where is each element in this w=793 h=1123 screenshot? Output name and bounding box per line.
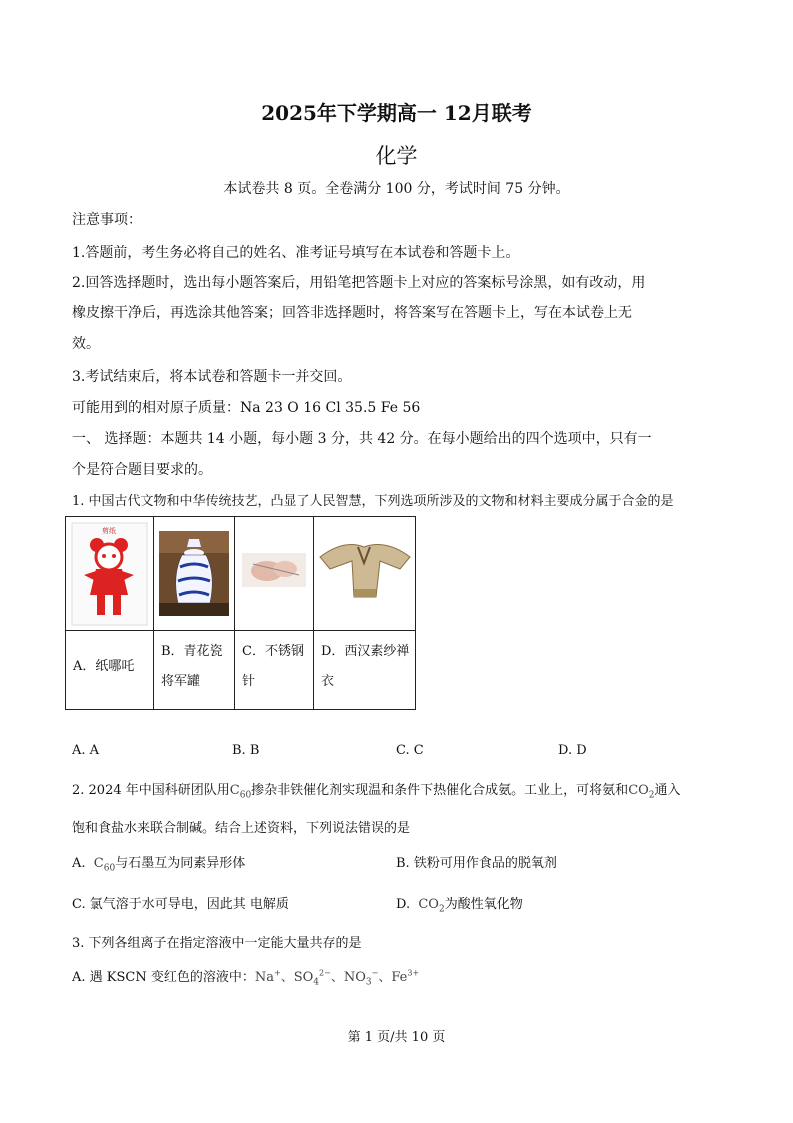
q1-option-a-label: A．纸哪吒 (66, 631, 154, 710)
q1-stem: 1. 中国古代文物和中华传统技艺，凸显了人民智慧，下列选项所涉及的文物和材料主要成分属于合金的是 (72, 494, 674, 509)
section1-line1: 一、 选择题：本题共 14 小题，每小题 3 分，共 42 分。在每小题给出的四个选项中，只有一 (72, 431, 652, 447)
page-footer: 第 1 页/共 10 页 (347, 1030, 446, 1045)
note-item-1: 1.答题前，考生务必将自己的姓名、准考证号填写在本试卷和答题卡上。 (72, 245, 520, 261)
q2-stem-part-c: 通入 (654, 783, 681, 798)
q1-options-table (65, 516, 416, 710)
atomic-mass-line: 可能用到的相对原子质量：Na 23 O 16 Cl 35.5 Fe 56 (72, 400, 421, 416)
blue-white-porcelain-jar-image (154, 517, 234, 630)
q2-stem-part-a: 2. 2024 年中国科研团队用 (72, 783, 230, 798)
q1-answer-b: B. B (232, 743, 260, 758)
q2-option-b: B. 铁粉可用作食品的脱氧剂 (396, 856, 557, 871)
subject-title: 化学 (375, 144, 418, 168)
q2-option-d: D. $CO_2$为酸性氧化物 (396, 897, 523, 915)
q1-option-d-label: D．西汉素纱禅衣 (314, 631, 416, 710)
note-item-2-line3: 效。 (72, 336, 100, 352)
co2-formula-option: $CO_2$ (418, 897, 445, 915)
notes-heading: 注意事项： (72, 212, 142, 228)
paper-cut-nezha-image (66, 517, 153, 630)
q1-image-cell-c (235, 517, 314, 631)
q1-image-cell-d (314, 517, 416, 631)
exam-title: 2025年下学期高一 12月联考 (261, 101, 532, 125)
q2-stem-line2: 饱和食盐水来联合制碱。结合上述资料，下列说法错误的是 (72, 821, 411, 836)
q1-answer-c: C. C (396, 743, 424, 758)
image-caption: 剪纸 (102, 527, 116, 535)
silk-robe-image (314, 517, 415, 630)
exam-info: 本试卷共 8 页。全卷满分 100 分，考试时间 75 分钟。 (223, 181, 570, 197)
q3-option-a: A. 遇 KSCN 变红色的溶液中：Na+、$SO_4^{2-}$、$NO_3^-$、$Fe^{3+}$ (72, 968, 420, 988)
q1-answer-a: A. A (72, 743, 100, 758)
q1-answer-d: D. D (558, 743, 587, 758)
ion-list: Na+、$SO_4^{2-}$、$NO_3^-$、$Fe^{3+}$ (254, 968, 420, 988)
q2-stem-part-b: 掺杂非铁催化剂实现温和条件下热催化合成氨。工业上，可将氨和 (251, 783, 629, 798)
c60-formula-option: $C_{60}$ (93, 856, 116, 874)
q2-option-a: A. $C_{60}$与石墨互为同素异形体 (72, 856, 246, 874)
note-item-2-line2: 橡皮擦干净后，再选涂其他答案；回答非选择题时，将答案写在答题卡上，写在本试卷上无 (72, 305, 632, 321)
q1-image-cell-a (66, 517, 154, 631)
q1-image-cell-b (154, 517, 235, 631)
q1-option-b-label: B．青花瓷将军罐 (154, 631, 235, 710)
section1-line2: 个是符合题目要求的。 (72, 462, 212, 478)
co2-formula: $CO_2$ (628, 783, 655, 801)
stainless-steel-needle-image (235, 517, 313, 630)
q1-option-c-label: C．不锈钢针 (235, 631, 314, 710)
q2-stem-line1 (72, 779, 681, 801)
c60-formula: $C_{60}$ (229, 783, 252, 801)
q3-stem: 3. 下列各组离子在指定溶液中一定能大量共存的是 (72, 936, 362, 951)
q2-option-c: C. 氯气溶于水可导电，因此其 电解质 (72, 897, 289, 912)
note-item-2-line1: 2.回答选择题时，选出每小题答案后，用铅笔把答题卡上对应的答案标号涂黑，如有改动，用 (72, 275, 646, 291)
note-item-3: 3.考试结束后，将本试卷和答题卡一并交回。 (72, 369, 352, 385)
